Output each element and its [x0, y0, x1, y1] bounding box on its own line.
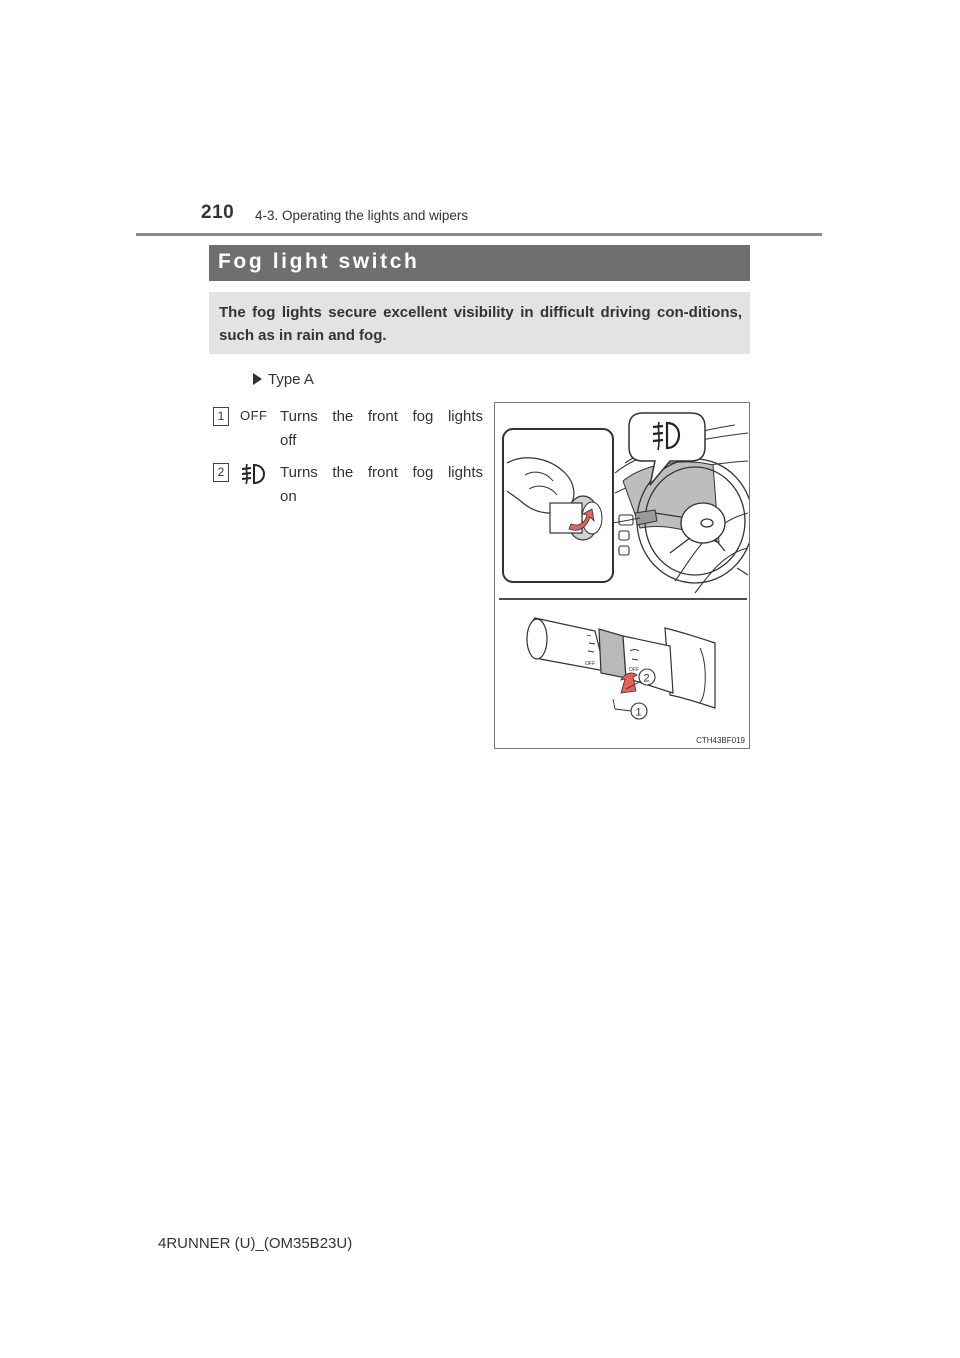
step-1 [213, 405, 483, 455]
page-number: 210 [201, 202, 235, 223]
manual-footer: 4RUNNER (U)_(OM35B23U) [158, 1235, 353, 1252]
step-2 [213, 461, 483, 511]
step-word: the [332, 408, 354, 425]
step-line-2: on [280, 488, 297, 505]
section-title: Fog light switch [218, 250, 420, 273]
chapter-title: 4-3. Operating the lights and wipers [255, 208, 469, 223]
stalk-off-label: OFF [629, 667, 639, 673]
step-number-box: 2 [213, 463, 229, 482]
step-word: fog [412, 464, 434, 481]
step-line-2: off [280, 432, 297, 449]
figure-code: CTH43BF019 [696, 736, 745, 745]
fog-light-switch-illustration [494, 402, 750, 749]
step-word: Turns [280, 464, 318, 481]
type-label-text: Type A [268, 371, 314, 388]
step-word: fog [412, 408, 434, 425]
off-symbol-text: OFF [240, 408, 268, 423]
type-label [253, 371, 314, 388]
step-description [280, 461, 483, 509]
fog-light-ring [599, 629, 626, 678]
step-number-box: 1 [213, 407, 229, 426]
zoom-inset [503, 429, 640, 582]
intro-box [209, 292, 750, 354]
illustration-drawing [495, 403, 749, 748]
callout-2: 2 [643, 672, 650, 685]
intro-text: The fog lights secure excellent visibility in difficult driving con-ditions, such as in rain and fog. [219, 304, 742, 344]
step-description [280, 405, 483, 453]
step-word: lights [447, 408, 483, 425]
triangle-bullet-icon [253, 373, 262, 385]
page-header [201, 200, 811, 230]
off-label [240, 407, 268, 425]
step-word: lights [447, 464, 483, 481]
step-word: Turns [280, 408, 318, 425]
step-word: front [367, 464, 398, 481]
step-word: front [367, 408, 398, 425]
header-rule [136, 233, 822, 236]
front-fog-light-icon [240, 463, 266, 490]
callout-1: 1 [635, 706, 642, 719]
step-word: the [332, 464, 354, 481]
stalk-off-label: OFF [585, 661, 595, 667]
section-title-bar [209, 245, 750, 281]
stalk-closeup [527, 618, 715, 719]
